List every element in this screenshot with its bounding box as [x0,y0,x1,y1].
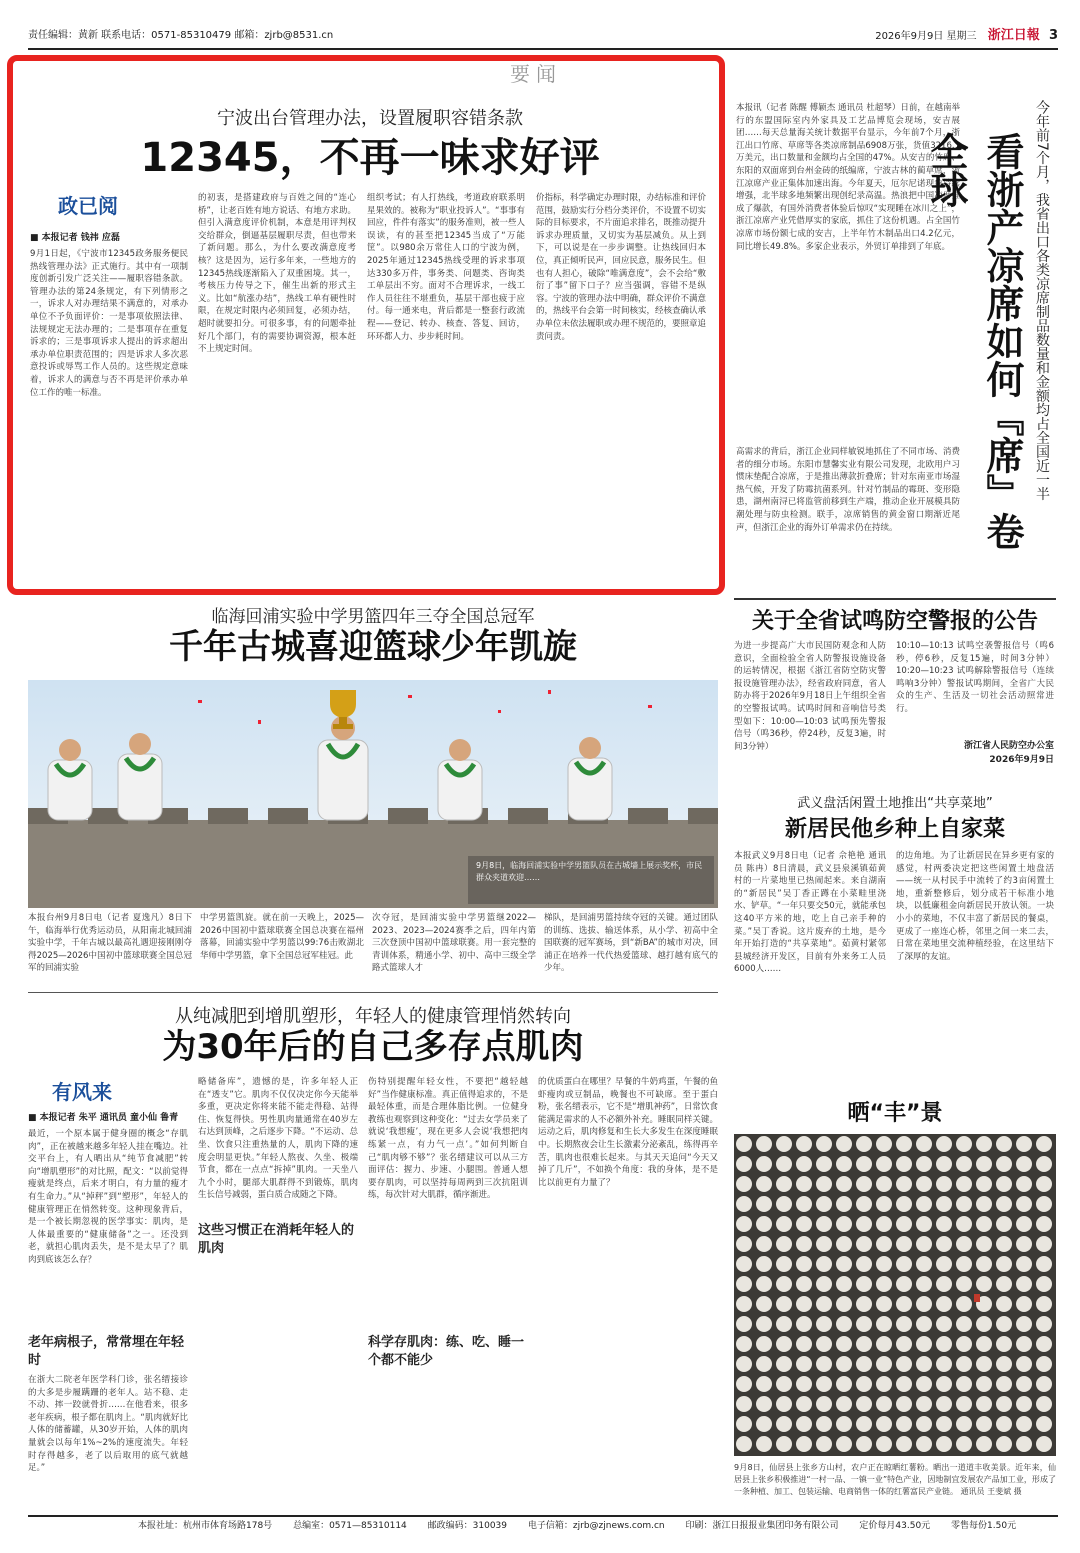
story4-col-2: 在浙大二院老年医学科门诊，张名缙接诊的大多是步履蹒跚的老年人。站不稳、走不动、摔一跤就骨折……在他看来，很多老年疾病，根子都在肌肉上。“肌肉就好比人体的储蓄罐，从30岁开始，人体的肌肉量就会以每年1%~2%的速度流失。年轻时存得越多，老了以后取用的底气就越足。” [28,1375,188,1474]
story4-subhead-1: 老年病根子，常常埋在年轻时 [28,1335,185,1368]
footer-email: 电子信箱：zjrb@zjnews.com.cn [527,1521,665,1531]
story3-col-1: 本报武义9月8日电（记者 佘艳艳 通讯员 陈冉）8日清晨，武义县泉溪镇茹黄村的一片菜地里已热闹起来。来自湖南的“新居民”吴丁香正蹲在小菜畦里浇水、铲草。“一年只要交50元，就能承包这40平方米的地，吃上自己亲手种的菜。”吴丁香说。这片废弃的土地，是今年开始打造的“共享菜地”。茹黄村紧邻县城经济开发区，目前有外来务工人员6000人…… [734,851,886,975]
story4-col-4: 伤特别提醒年轻女性，不要把“越轻越好”当作健康标准。真正值得追求的，不是最轻体重，而是合理体脂比例。一位健身教练也观察到这种变化：“过去女学员来了就说‘我想瘦’，现在更多人会说‘我想把肉练紧一点，有力气一点’。”如何判断自己“肌肉够不够”？张名缙建议可以从三方面评估：握力、步速、小腿围。普通人想要存肌肉，可以坚持每周两到三次抗阻训练，每次针对大肌群，循序渐进。 [368,1077,528,1201]
side-kicker: 今年前7个月，我省出口各类凉席制品数量和金额均占全国近一半 [1034,100,1050,501]
footer-retail: 零售每份1.50元 [951,1521,1017,1531]
story1-col-1: 9月1日起，《宁波市12345政务服务便民热线管理办法》正式施行。其中有一项制度创新引发广泛关注——履职容错条款。管理办法的第24条规定，有下列情形之一，诉求人对办理结果不满意的，对承办单位不予负面评价：一是事项依照法律、法规规定无法办理的；二是事项存在重复诉求的；三是事项诉求人提出的诉求超出承办单位职责范围的；四是诉求人多次恶意投诉或辱骂工作人员的。这些规定意味着，诉求人的满意与否不再是评价承办单位工作的唯一标准。 [30,249,188,398]
story4-col-1: 最近，一个原本属于健身圈的概念“存肌肉”，正在被越来越多年轻人挂在嘴边。社交平台上，有人晒出从“纯节食减肥”转向“增肌塑形”的对比照，配文：“以前觉得瘦就是终点，后来才明白，有力量的瘦才有生命力。”从“掉秤”到“塑形”，年轻人的健康管理正在悄然转变。这种现象背后，是一个被长期忽视的医学事实：肌肉，是人体最重要的“健康储备”之一。还没到老，就担心肌肉丢失，是不是太早了？肌肉到底该怎么存？ [28,1129,188,1265]
story1-col-3: 组织考试；有人打热线，考道政府联系明星果效的。被称为“职业投诉人”。“事事有回应，件件有落实”的服务准则，被一些人误读，有的甚至把12345当成了“万能筐”。以980余万常住人口的宁波为例，2025年通过12345热线受理的诉求事项达330多万件，事务类、问题类、咨询类工单层出不穷。面对不合理诉求，一线工作人员往往不堪重负，基层干部也疲于应付。每一通来电，背后都是一整套行政流程——登记、转办、核查、答复、回访，环环都人力、步步耗时间。 [367,193,525,342]
notice-col-2: 10:10—10:13 试鸣空袭警报信号（鸣6秒，停6秒，反复15遍，时间3分钟）10:20—10:23 试鸣解除警报信号（连续鸣响3分钟）警报试鸣期间，全省广大民众的生产、生活及一切社会活动照常进行。 [896,641,1054,714]
story4-byline: ■ 本报记者 朱平 通讯员 童小仙 鲁青 [28,1113,179,1123]
basketball-photo [28,680,718,908]
top-section-label: 要闻 [510,62,562,86]
footer-postcode: 邮政编码：310039 [427,1521,508,1531]
story1-byline: ■ 本报记者 钱祎 应磊 [30,233,120,243]
page-number: 3 [1048,28,1058,43]
story4-col-5: 的优质蛋白在哪里？早餐的牛奶鸡蛋，午餐的鱼虾瘦肉或豆制品，晚餐也不可缺席。至于蛋白粉，张名缙表示，它不是“增肌神药”，日常饮食能满足需求的人不必额外补充。睡眠同样关键。运动之后，肌肉修复和生长大多发生在深度睡眠中。长期熬夜会让生长激素分泌紊乱，练得再辛苦，肌肉也很难长起来。与其天天追问“今天又掉了几斤”，不如换个角度：我的身体，是不是比以前更有力量了？ [538,1077,718,1188]
footer-phone: 总编室：0571—85310114 [293,1521,407,1531]
newspaper-logo: 浙江日報 [987,28,1040,43]
story4-headline: 为30年后的自己多存点肌肉 [162,1027,584,1067]
story4-kicker: 从纯减肥到增肌塑形，年轻人的健康管理悄然转向 [175,1006,571,1027]
story2-col-2: 中学男篮凯旋。就在前一天晚上，2025—2026中国初中篮球联赛全国总决赛在福州落幕，回浦实验中学男篮以99:76击败湖北华师中学男篮，拿下全国总冠军桂冠。此 [200,913,364,961]
story3-col-2: 的边角地。为了让新居民在异乡更有家的感觉，村两委决定把这些闲置土地盘活——统一从村民手中流转了约3亩闲置土地，重新整修后，划分成若干标准小地块，以低廉租金向新居民开放认领。一块小小的菜地，不仅丰富了新居民的餐桌，更成了一座连心桥，邻里之间一来二去，日常在菜地里交流种植经验，在这里结下了深厚的友谊。 [896,851,1054,962]
photo-feature-title: 晒“丰”景 [847,1101,943,1126]
story2-headline: 千年古城喜迎篮球少年凯旋 [169,627,577,667]
notice-col-1: 为进一步提高广大市民国防观念和人防意识，全面检验全省人防警报设施设备的运转情况，根据《浙江省防空防灾警报设施管理办法》，经省政府同意，省人防办将于2026年9月18日上午组织全省的空警报试鸣。试鸣时间和音响信号类型如下：10:00—10:03 试鸣预先警报信号（鸣36秒，停24秒，反复3遍，时间3分钟） [734,641,886,752]
story4-column-name: 有风来 [52,1080,112,1104]
story3-headline: 新居民他乡种上自家菜 [784,817,1005,842]
footer-printer: 印刷：浙江日报报业集团印务有限公司 [685,1521,839,1531]
side-col-2: 高需求的背后，浙江企业同样敏锐地抓住了不同市场、消费者的细分市场。东阳市慧馨实业有限公司发现，北欧用户习惯床垫配合凉席，于是推出薄款折叠席；针对东南亚市场湿热气候，开发了防霉抗菌系列。针对竹制品的霉斑、变形隐患，湖州南浔已将监管前移到生产端，推动企业开展模具防潮处理与防虫检测。联手，凉席销售的黄金窗口期渐近尾声，但浙江企业的海外订单需求仍在持续。 [736,447,960,533]
page-footer [28,1515,1058,1535]
story4-top-rule [28,992,718,993]
basketball-photo-caption: 9月8日，临海回浦实验中学男篮队员在古城墙上展示奖杯，市民群众夹道欢迎…… [476,861,703,882]
story1-highlight-frame [7,55,725,595]
story2-col-4: 梯队，是回浦男篮持续夺冠的关键。通过团队的训练、选拔、输送体系，从小学、初高中全国联赛的冠军赛场，到“新BA”的城市对决，回浦正在培养一代代热爱篮球、越打越有底气的少年。 [544,913,718,974]
notice-signer: 浙江省人民防空办公室 [963,741,1054,751]
story1-headline: 12345，不再一味求好评 [140,135,600,181]
header-right [875,26,1058,47]
story2-kicker: 临海回浦实验中学男篮四年三夺全国总冠军 [211,607,535,627]
story1-kicker: 宁波出台管理办法，设置履职容错条款 [217,108,523,129]
story4-subhead-2: 这些习惯正在消耗年轻人的肌肉 [198,1223,355,1256]
notice-date: 2026年9月9日 [989,755,1054,765]
sweet-potato-photo-illustration [734,1134,1056,1456]
story1-col-4: 价指标，科学确定办理时限，办结标准和评价范围，鼓励实行分档分类评价，不设置不切实际的目标要求，不片面追求排名，既推动提升诉求办理质量，又切实为基层减负。从上到下，可以说是在一步步调整。让热线回归本位，真正倾听民声，回应民意，服务民生。但也有人担心，破除“唯满意度”，会不会给“敷衍了事”留下口子？应当强调，容错不是纵容。宁波的管理办法中明确，群众评价不满意的，热线平台会第一时间核实，经核查确认承办单位未依法履职或办理不规范的，要照章追责问责。 [536,193,707,342]
story2-col-3: 次夺冠，是回浦实验中学男篮继2022—2023、2023—2024赛季之后，四年内第三次登顶中国初中篮球联赛。用一套完整的青训体系，精通小学、初中、高中三级全学路式篮球人才 [372,913,536,974]
footer-price: 定价每月43.50元 [859,1521,931,1531]
header-editor-info: 责任编辑：黄新 联系电话：0571-85310479 邮箱：zjrb@8531.cn [28,30,334,41]
story4-subhead-3: 科学存肌肉：练、吃、睡一个都不能少 [368,1335,525,1368]
header-date: 2026年9月9日 星期三 [875,31,977,42]
notice-title: 关于全省试鸣防空警报的公告 [751,609,1038,634]
footer-address: 本报社址：杭州市体育场路178号 [138,1521,273,1531]
page-header [28,26,1058,50]
story1-col-2: 的初衷，是搭建政府与百姓之间的“连心桥”，让老百姓有地方说话、有地方求助。但引入满意度评价机制，本意是用评判权交给群众，倒逼基层履职尽责，但也带来了新问题。那么，为什么要改满意度考核？这是因为，运行多年来，一些地方的12345热线逐渐陷入了双重困境。其一，考核压力传导之下，催生出新的形式主义。比如“航涨办结”，热线工单有硬性时限，在规定时限内必须回复，必须办结，超时就要扣分。可很多事，有的问题牵扯好几个部门，有的需要协调资源，根本赶不上规定时间。 [198,193,356,355]
notice-top-rule [734,598,1056,600]
photo-feature-caption: 9月8日，仙居县上张乡方山村，农户正在晾晒红薯粉。晒出一道道丰收美景。近年来，仙居县上张乡积极推进“一村一品、一镇一业”特色产业，因地制宜发展农产品加工业，形成了一条种植、加工、包装运输、电商销售一体的红薯富民产业链。 通讯员 王斐斌 摄 [734,1463,1056,1496]
story2-col-1: 本报台州9月8日电（记者 夏逸凡）8日下午，临海举行优秀运动员，从阳南北城回浦实验中学，千年古城以最高礼遇迎接刚刚夺得2025—2026中国初中篮球联赛全国总冠军的回浦实验 [28,913,192,974]
sweet-potato-photo [734,1134,1056,1456]
story3-kicker: 武义盘活闲置土地推出“共享菜地” [797,796,993,811]
side-col-1: 本报讯（记者 陈醒 傅颖杰 通讯员 杜超琴）日前，在越南举行的东盟国际室内外家具及工艺品博览会现场，安吉展团……每天总量海关统计数据平台显示，今年前7个月，浙江出口竹席、草席等各类凉席制品6908万张，货值3216.1万美元，出口数量和金额均占全国的47%。从安吉的竹席、东阳的双面席到台州金砖的纸编席，宁波古林的蔺草席，浙江凉席产业正集体加速出海。今年夏天，厄尔尼诺现象持续增强，北半球多地频繁出现创纪录高温。热浪把中国凉席推成了爆款，有国外消费者体验后惊叹“实现睡在冰川之上”，浙江凉席产业凭借厚实的家底，抓住了这份机遇。占全国竹凉席市场份额七成的安吉，上半年竹木制品出口4.2亿元，同比增长49.8%。多家企业表示，外贸订单排到了年底。 [736,103,960,252]
story4-col-3a: 略储备库”，遗憾的是，许多年轻人正在“透支”它。肌肉不仅仅决定你今天能举多重，更决定你将来能不能走得稳、站得住、恢复得快。男性肌肉量通常在40岁左右达到顶峰，之后逐步下降。“不运动、总坐、饮食只注重热量的人，肌肉下降的速度会明显更快。”年轻人熬夜、久坐、极端节食，都在一点点“拆掉”肌肉。一天坐八九个小时，腿部大肌群得不到锻炼，肌肉生长信号减弱，蛋白质合成随之下降。 [198,1077,358,1201]
side-headline: 看浙产凉席如何『席』卷全球 [924,132,1024,550]
story1-column-name: 政已阅 [58,194,118,218]
